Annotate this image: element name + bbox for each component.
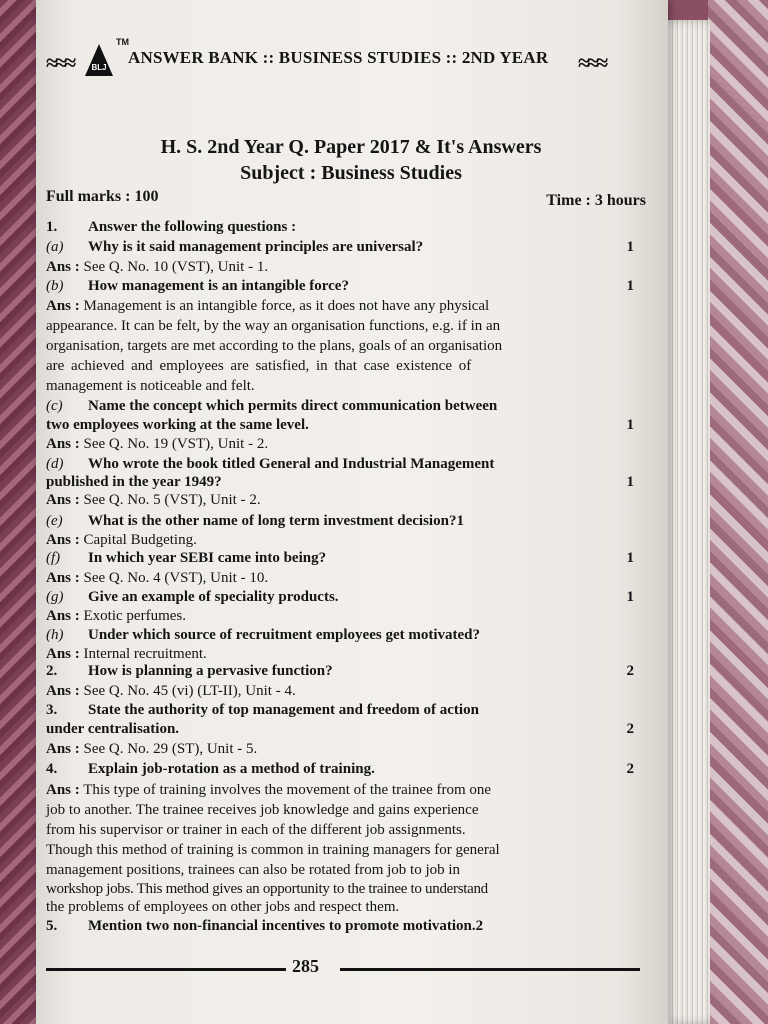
answer-line: Ans : See Q. No. 19 (VST), Unit - 2. — [46, 436, 269, 452]
answer-line: appearance. It can be felt, by the way an organisation functions, e.g. if in an — [46, 318, 501, 334]
answer-line: organisation, targets are met according to the plans, goals of an organisation — [46, 338, 503, 354]
wave-ornament-right: ≈≈≈ — [578, 50, 606, 75]
answer-line: Ans : See Q. No. 45 (vi) (LT-II), Unit - 4. — [46, 683, 296, 699]
subject-heading: Subject : Business Studies — [240, 162, 462, 184]
answer-line: job to another. The trainee receives job knowledge and gains experience — [46, 802, 479, 818]
wave-ornament-left: ≈≈≈ — [46, 50, 74, 75]
answer-line: Ans : See Q. No. 10 (VST), Unit - 1. — [46, 259, 269, 275]
time-allowed: Time : 3 hours — [546, 192, 646, 209]
question-line: published in the year 1949? 1 — [46, 474, 634, 490]
question-line: (c) Name the concept which permits direct communication between — [46, 398, 498, 414]
question-line: (h) Under which source of recruitment employees get motivated? — [46, 627, 481, 643]
header-title: ANSWER BANK :: BUSINESS STUDIES :: 2ND YEAR — [128, 48, 549, 67]
answer-line: management positions, trainees can also be rotated from job to job in — [46, 862, 461, 878]
answer-line: the problems of employees on other jobs and respect them. — [46, 899, 400, 915]
question-line: under centralisation. 2 — [46, 721, 634, 737]
answer-line: Ans : Internal recruitment. — [46, 646, 207, 662]
question-line: 4. Explain job-rotation as a method of training. 2 — [46, 761, 634, 777]
question-line: (e) What is the other name of long term investment decision?1 — [46, 513, 464, 529]
question-line: 3. State the authority of top management and freedom of action — [46, 702, 479, 718]
answer-line: Ans : Management is an intangible force, as it does not have any physical — [46, 298, 490, 314]
answer-line: from his supervisor or trainer in each of the different job assignments. — [46, 822, 466, 838]
question-line: 1. Answer the following questions : — [46, 219, 297, 235]
page-title: H. S. 2nd Year Q. Paper 2017 & It's Answers — [160, 136, 542, 158]
question-line: (a) Why is it said management principles are universal? 1 — [46, 239, 634, 255]
question-line: (b) How management is an intangible force? 1 — [46, 278, 634, 294]
answer-line: are achieved and employees are satisfied, in that case existence of — [46, 358, 472, 374]
answer-line: Ans : See Q. No. 4 (VST), Unit - 10. — [46, 570, 269, 586]
background-fabric-right — [708, 0, 768, 1024]
answer-line: Ans : See Q. No. 29 (ST), Unit - 5. — [46, 741, 258, 757]
trademark-mark: TM — [116, 37, 129, 47]
question-line: (f) In which year SEBI came into being? 1 — [46, 550, 634, 566]
answer-line: Ans : Exotic perfumes. — [46, 608, 186, 624]
question-line: two employees working at the same level. 1 — [46, 417, 634, 433]
answer-line: Ans : This type of training involves the movement of the trainee from one — [46, 782, 492, 798]
question-line: 5. Mention two non-financial incentives to promote motivation.2 — [46, 918, 484, 934]
footer-rule-left — [46, 968, 286, 971]
page-number: 285 — [292, 956, 319, 976]
svg-text:BLJ: BLJ — [91, 63, 107, 72]
book-page — [36, 0, 668, 1024]
question-line: (g) Give an example of speciality products. 1 — [46, 589, 634, 605]
publisher-logo — [84, 43, 114, 77]
answer-line: Ans : Capital Budgeting. — [46, 532, 197, 548]
answer-line: management is noticeable and felt. — [46, 378, 255, 394]
full-marks: Full marks : 100 — [46, 188, 159, 205]
question-line: (d) Who wrote the book titled General and Industrial Management — [46, 456, 495, 472]
footer-rule-right — [340, 968, 640, 971]
running-header — [46, 37, 656, 80]
answer-line: Though this method of training is common in training managers for general — [46, 842, 500, 858]
answer-line: Ans : See Q. No. 5 (VST), Unit - 2. — [46, 492, 261, 508]
question-line: 2. How is planning a pervasive function? 2 — [46, 663, 634, 679]
background-fabric-left — [0, 0, 40, 1024]
answer-line: workshop jobs. This method gives an opportunity to the trainee to understand — [46, 881, 488, 897]
